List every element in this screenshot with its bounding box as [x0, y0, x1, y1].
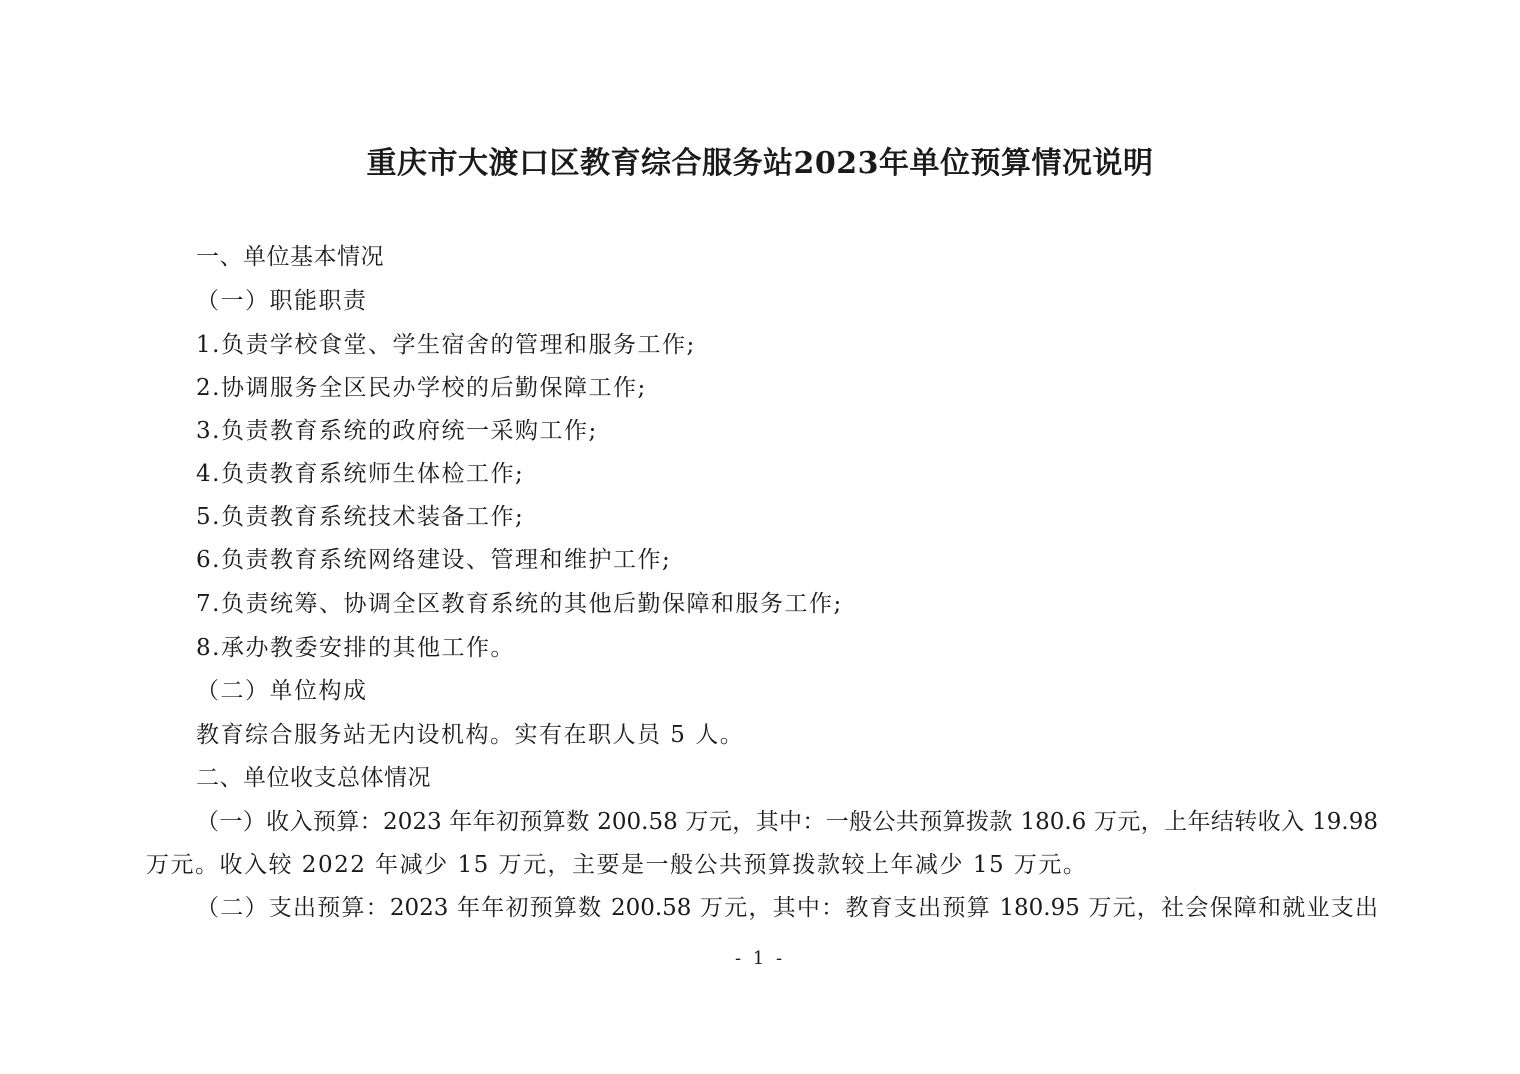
section-heading-basic-info: 一、单位基本情况 — [196, 244, 384, 270]
structure-text: 教育综合服务站无内设机构。实有在职人员 5 人。 — [196, 722, 745, 748]
duty-item-2: 2.协调服务全区民办学校的后勤保障工作; — [196, 375, 647, 401]
duty-item-3: 3.负责教育系统的政府统一采购工作; — [196, 418, 598, 444]
duty-item-8: 8.承办教委安排的其他工作。 — [196, 635, 515, 661]
expense-budget-line-1: （二）支出预算：2023 年年初预算数 200.58 万元，其中：教育支出预算 180.95 万元，社会保障和就业支出 — [196, 895, 1378, 921]
income-budget-line-2: 万元。收入较 2022 年减少 15 万元，主要是一般公共预算拨款较上年减少 15 万元。 — [146, 852, 1088, 878]
duty-item-4: 4.负责教育系统师生体检工作; — [196, 461, 525, 487]
duty-item-6: 6.负责教育系统网络建设、管理和维护工作; — [196, 547, 672, 573]
duty-item-1: 1.负责学校食堂、学生宿舍的管理和服务工作; — [196, 332, 696, 358]
income-budget-line-1: （一）收入预算：2023 年年初预算数 200.58 万元，其中：一般公共预算拨款 180.6 万元，上年结转收入 19.98 — [196, 809, 1378, 835]
subsection-heading-structure: （二）单位构成 — [196, 678, 368, 704]
subsection-heading-duties: （一）职能职责 — [196, 288, 368, 314]
page-number: - 1 - — [734, 948, 786, 969]
duty-item-5: 5.负责教育系统技术装备工作; — [196, 504, 525, 530]
section-heading-budget-overview: 二、单位收支总体情况 — [196, 765, 431, 791]
duty-item-7: 7.负责统筹、协调全区教育系统的其他后勤保障和服务工作; — [196, 591, 843, 617]
document-title: 重庆市大渡口区教育综合服务站2023年单位预算情况说明 — [366, 146, 1154, 181]
